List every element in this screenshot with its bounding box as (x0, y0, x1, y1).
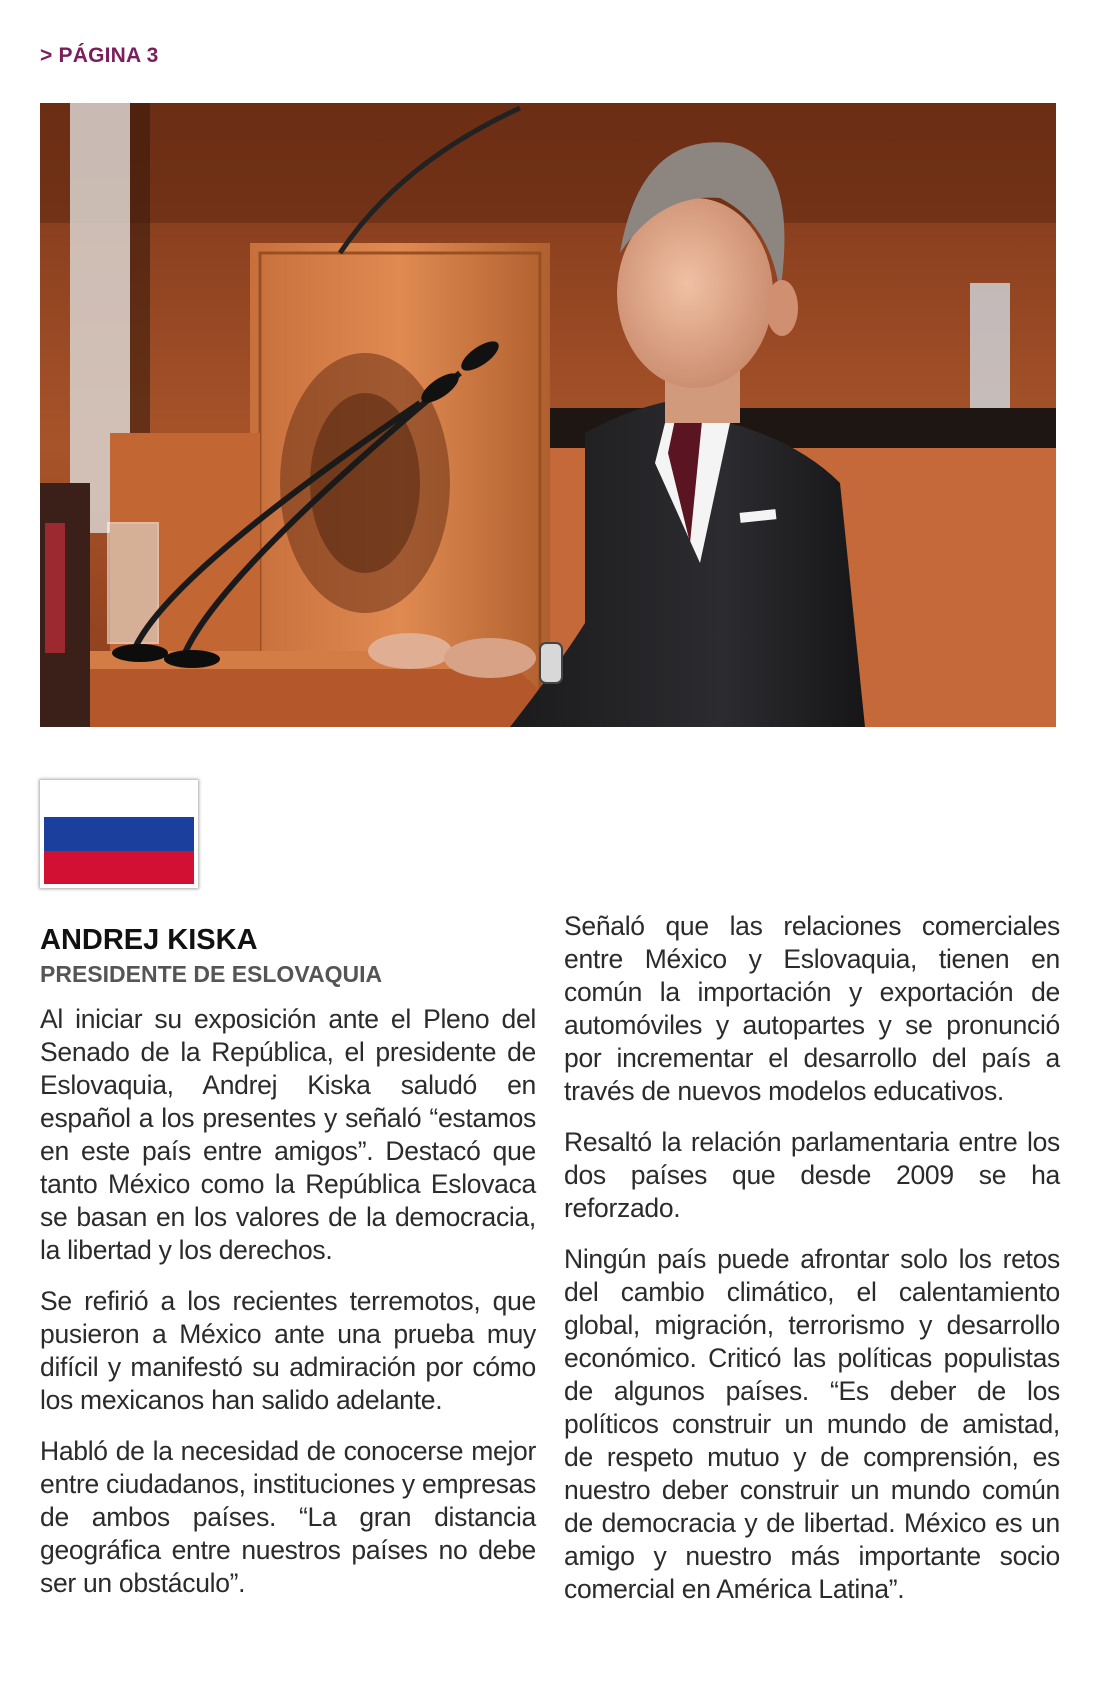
page-label: > PÁGINA 3 (40, 44, 159, 67)
flag-icon (40, 780, 198, 888)
article-paragraph: Ningún país puede afrontar solo los retos del cambio climático, el calentamiento global, migración, terrorismo y desarrollo económico. Criticó las políticas populistas de algunos países. “Es deber de los políticos construir un mundo de amistad, de respeto mutuo y de comprensión, es nuestro deber construir un mundo común de democracia y de libertad. México es un amigo y nuestro más importante socio comercial en América Latina”. (564, 1244, 1060, 1604)
article-paragraph: Señaló que las relaciones comerciales entre México y Eslovaquia, tienen en común la importación y exportación de automóviles y autopartes y se pronunció por incrementar el desarrollo del país a través de nuevos modelos educativos. (564, 911, 1060, 1106)
article-paragraph: Resaltó la relación parlamentaria entre los dos países que desde 2009 se ha reforzado. (564, 1127, 1060, 1223)
person-name: ANDREJ KISKA (40, 924, 258, 956)
flag-stripe-red (44, 851, 194, 884)
article-right-column (564, 910, 1060, 1624)
article-paragraph: Se refirió a los recientes terremotos, que pusieron a México ante una prueba muy difícil y manifestó su admiración por cómo los mexicanos han salido adelante. (40, 1285, 536, 1415)
photo-illustration (40, 103, 1056, 727)
flag-stripe-blue (44, 817, 194, 850)
article-left-column (40, 908, 536, 1618)
speaker-at-podium-photo (40, 103, 1056, 727)
article-paragraph: Habló de la necesidad de conocerse mejor entre ciudadanos, instituciones y empresas de ambos países. “La gran distancia geográfica entre nuestros países no debe ser un obstáculo”. (40, 1435, 536, 1598)
flag-stripe-white (44, 784, 194, 817)
article-paragraph: Al iniciar su exposición ante el Pleno del Senado de la República, el presidente de Eslovaquia, Andrej Kiska saludó en español a los presentes y señaló “estamos en este país entre amigos”. Destacó que tanto México como la República Eslovaca se basan en los valores de la democracia, la libertad y los derechos. (40, 1003, 536, 1265)
person-role: PRESIDENTE DE ESLOVAQUIA (40, 961, 383, 988)
